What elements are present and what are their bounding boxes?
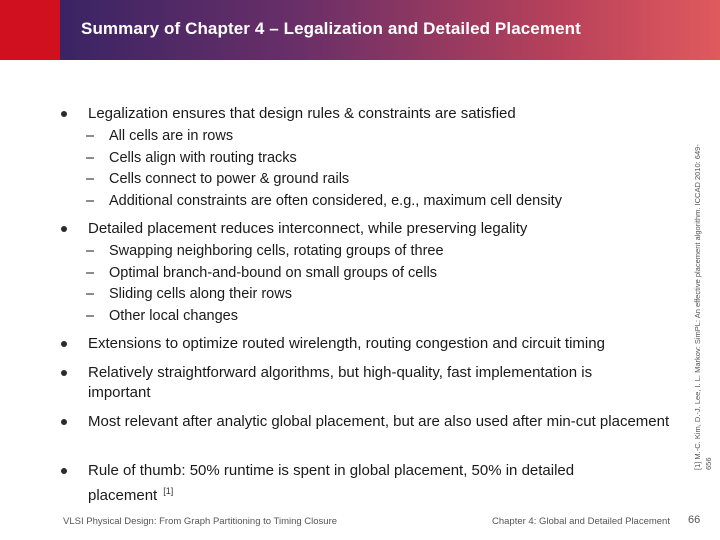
- bullet-text: Legalization ensures that design rules & constraints are satisfied: [88, 105, 516, 122]
- bullet-text: Relatively straightforward algorithms, but high-quality, fast implementation is important: [88, 364, 593, 401]
- sub-bullet-text: Additional constraints are often considered, e.g., maximum cell density: [109, 193, 562, 209]
- sub-bullet-text: Optimal branch-and-bound on small groups of cells: [109, 265, 438, 281]
- bullet-dot-icon: [61, 341, 67, 347]
- citation-marker: [1]: [163, 486, 174, 496]
- dash-icon: –: [86, 171, 95, 187]
- slide-title: Summary of Chapter 4 – Legalization and Detailed Placement: [81, 19, 581, 38]
- bullet-dot-icon: [61, 370, 67, 376]
- bullet-dot-icon: [61, 468, 67, 474]
- header-accent-block: [0, 0, 60, 60]
- page-number: 66: [688, 514, 701, 526]
- bullet-text: Rule of thumb: 50% runtime is spent in global placement, 50% in detailed placement: [88, 462, 575, 504]
- dash-icon: –: [86, 243, 95, 259]
- sub-bullet-text: All cells are in rows: [109, 128, 234, 144]
- dash-icon: –: [86, 150, 95, 166]
- sub-bullet-text: Cells connect to power & ground rails: [109, 171, 350, 187]
- slide-header: [0, 0, 720, 60]
- reference-footnote: [1] M.-C. Kim, D.-J. Lee, I. L. Markov: SimPL: An effective placement algorithm. ICCAD 2010: 649-656: [693, 144, 713, 470]
- sub-bullet-text: Swapping neighboring cells, rotating groups of three: [109, 243, 444, 259]
- sub-bullet-text: Cells align with routing tracks: [109, 150, 297, 166]
- sub-bullet-text: Other local changes: [109, 308, 238, 324]
- dash-icon: –: [86, 265, 95, 281]
- bullet-text: Extensions to optimize routed wirelength, routing congestion and circuit timing: [88, 335, 605, 352]
- dash-icon: –: [86, 308, 95, 324]
- bullet-dot-icon: [61, 226, 67, 232]
- dash-icon: –: [86, 193, 95, 209]
- footer-book-title: VLSI Physical Design: From Graph Partitioning to Timing Closure: [63, 516, 338, 527]
- bullet-text-with-citation: [88, 461, 658, 506]
- sub-bullet-text: Sliding cells along their rows: [109, 286, 292, 302]
- bullet-text: Detailed placement reduces interconnect, while preserving legality: [88, 220, 528, 237]
- footer-chapter: Chapter 4: Global and Detailed Placement: [492, 516, 670, 527]
- dash-icon: –: [86, 128, 95, 144]
- dash-icon: –: [86, 286, 95, 302]
- bullet-dot-icon: [61, 111, 67, 117]
- bullet-dot-icon: [61, 419, 67, 425]
- bullet-text: Most relevant after analytic global placement, but are also used after min-cut placement: [88, 413, 670, 430]
